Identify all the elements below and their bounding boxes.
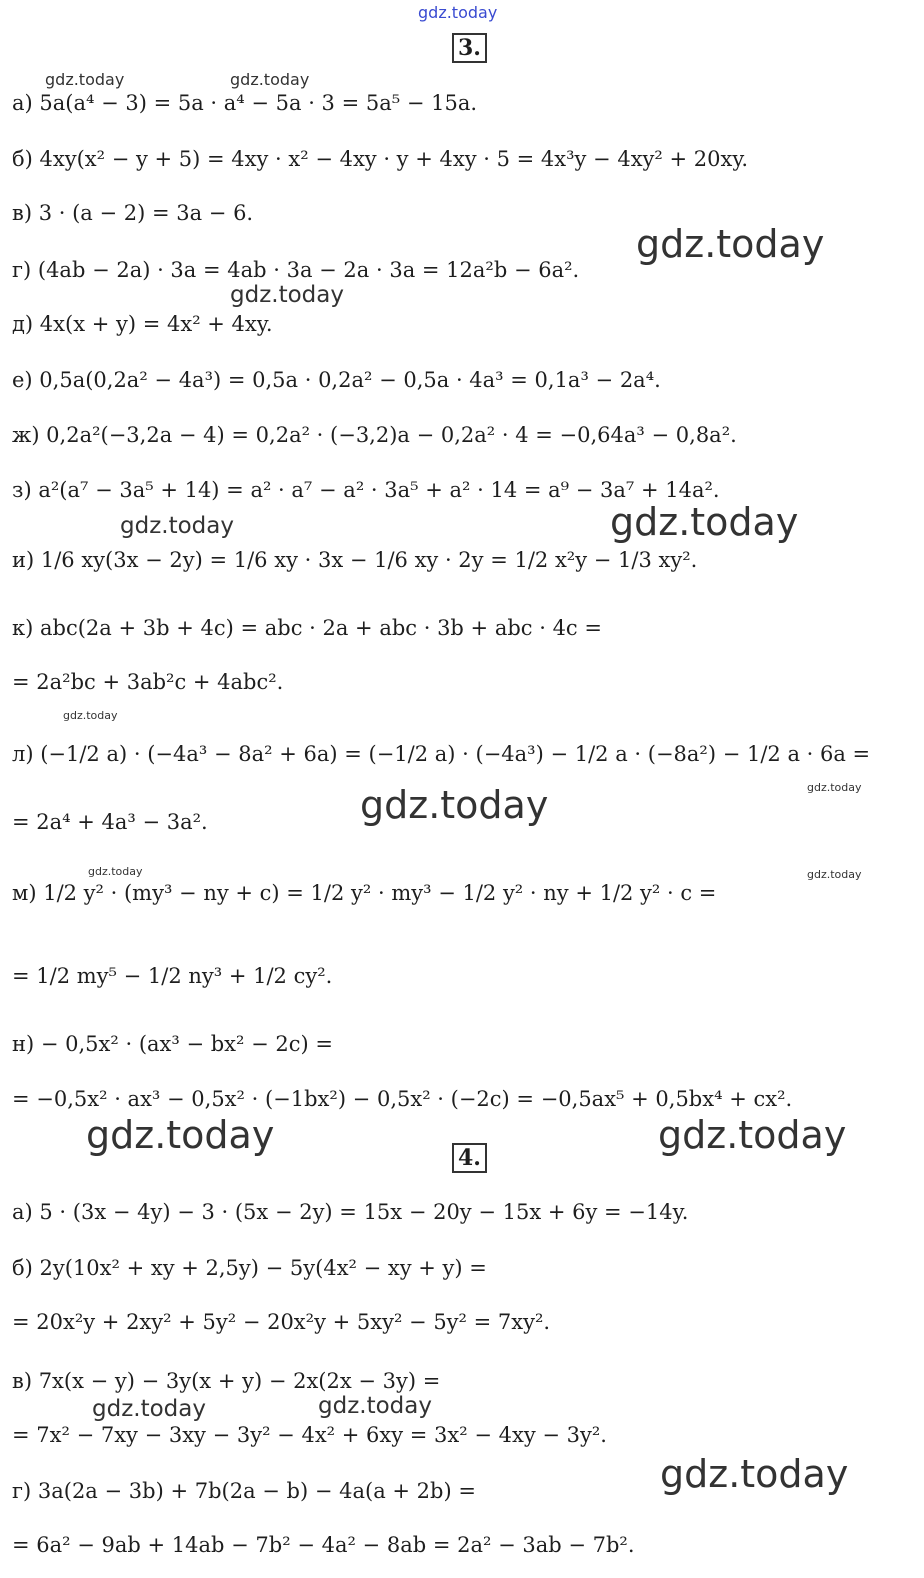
task-3-line-i: и) 1/6 xy(3x − 2y) = 1/6 xy · 3x − 1/6 xy · 2y = 1/2 x²y − 1/3 xy².	[12, 548, 698, 572]
task-3-line-m: м) 1/2 y² · (my³ − ny + c) = 1/2 y² · my³ − 1/2 y² · ny + 1/2 y² · c =	[12, 881, 717, 905]
watermark: gdz.today	[660, 1452, 849, 1496]
task-4-number: 4.	[452, 1143, 487, 1173]
task-3-number: 3.	[452, 33, 487, 63]
watermark: gdz.today	[45, 70, 125, 89]
task-3-line-g: г) (4ab − 2a) · 3a = 4ab · 3a − 2a · 3a = 12a²b − 6a².	[12, 258, 580, 282]
task-3-line-v: в) 3 · (a − 2) = 3a − 6.	[12, 201, 254, 225]
task-4-line-v-cont: = 7x² − 7xy − 3xy − 3y² − 4x² + 6xy = 3x² − 4xy − 3y².	[12, 1423, 607, 1447]
watermark: gdz.today	[88, 865, 143, 878]
task-3-line-k: к) abc(2a + 3b + 4c) = abc · 2a + abc · 3b + abc · 4c =	[12, 616, 602, 640]
task-3-line-e: е) 0,5a(0,2a² − 4a³) = 0,5a · 0,2a² − 0,5a · 4a³ = 0,1a³ − 2a⁴.	[12, 368, 661, 392]
task-3-line-n: н) − 0,5x² · (ax³ − bx² − 2c) =	[12, 1032, 333, 1056]
task-3-line-n-cont: = −0,5x² · ax³ − 0,5x² · (−1bx²) − 0,5x² · (−2c) = −0,5ax⁵ + 0,5bx⁴ + cx².	[12, 1087, 793, 1111]
task-4-line-b-cont: = 20x²y + 2xy² + 5y² − 20x²y + 5xy² − 5y² = 7xy².	[12, 1310, 551, 1334]
watermark: gdz.today	[318, 1393, 432, 1419]
task-3-line-l-cont: = 2a⁴ + 4a³ − 3a².	[12, 810, 208, 834]
task-3-line-l: л) (−1/2 a) · (−4a³ − 8a² + 6a) = (−1/2 a) · (−4a³) − 1/2 a · (−8a²) − 1/2 a · 6a =	[12, 742, 871, 766]
task-4-line-v: в) 7x(x − y) − 3y(x + y) − 2x(2x − 3y) =	[12, 1369, 441, 1393]
watermark: gdz.today	[610, 500, 799, 544]
task-4-line-g: г) 3a(2a − 3b) + 7b(2a − b) − 4a(a + 2b) =	[12, 1479, 476, 1503]
task-3-line-a: а) 5a(a⁴ − 3) = 5a · a⁴ − 5a · 3 = 5a⁵ − 15a.	[12, 91, 478, 115]
watermark: gdz.today	[92, 1396, 206, 1422]
watermark: gdz.today	[658, 1113, 847, 1157]
task-4-line-g-cont: = 6a² − 9ab + 14ab − 7b² − 4a² − 8ab = 2a² − 3ab − 7b².	[12, 1533, 635, 1557]
task-3-line-z: з) a²(a⁷ − 3a⁵ + 14) = a² · a⁷ − a² · 3a⁵ + a² · 14 = a⁹ − 3a⁷ + 14a².	[12, 478, 720, 502]
watermark: gdz.today	[63, 709, 118, 722]
task-4-line-b: б) 2y(10x² + xy + 2,5y) − 5y(4x² − xy + y) =	[12, 1256, 487, 1280]
watermark: gdz.today	[86, 1113, 275, 1157]
task-4-line-a: а) 5 · (3x − 4y) − 3 · (5x − 2y) = 15x − 20y − 15x + 6y = −14y.	[12, 1200, 689, 1224]
task-3-line-d: д) 4x(x + y) = 4x² + 4xy.	[12, 312, 273, 336]
task-3-line-k-cont: = 2a²bc + 3ab²c + 4abc².	[12, 670, 284, 694]
header-watermark: gdz.today	[418, 3, 498, 22]
task-3-line-zh: ж) 0,2a²(−3,2a − 4) = 0,2a² · (−3,2)a − 0,2a² · 4 = −0,64a³ − 0,8a².	[12, 423, 737, 447]
task-3-line-m-cont: = 1/2 my⁵ − 1/2 ny³ + 1/2 cy².	[12, 964, 333, 988]
task-3-line-b: б) 4xy(x² − y + 5) = 4xy · x² − 4xy · y + 4xy · 5 = 4x³y − 4xy² + 20xy.	[12, 147, 749, 171]
watermark: gdz.today	[807, 868, 862, 881]
watermark: gdz.today	[807, 781, 862, 794]
watermark: gdz.today	[230, 70, 310, 89]
watermark: gdz.today	[120, 513, 234, 539]
watermark: gdz.today	[636, 222, 825, 266]
watermark: gdz.today	[360, 783, 549, 827]
watermark: gdz.today	[230, 282, 344, 308]
